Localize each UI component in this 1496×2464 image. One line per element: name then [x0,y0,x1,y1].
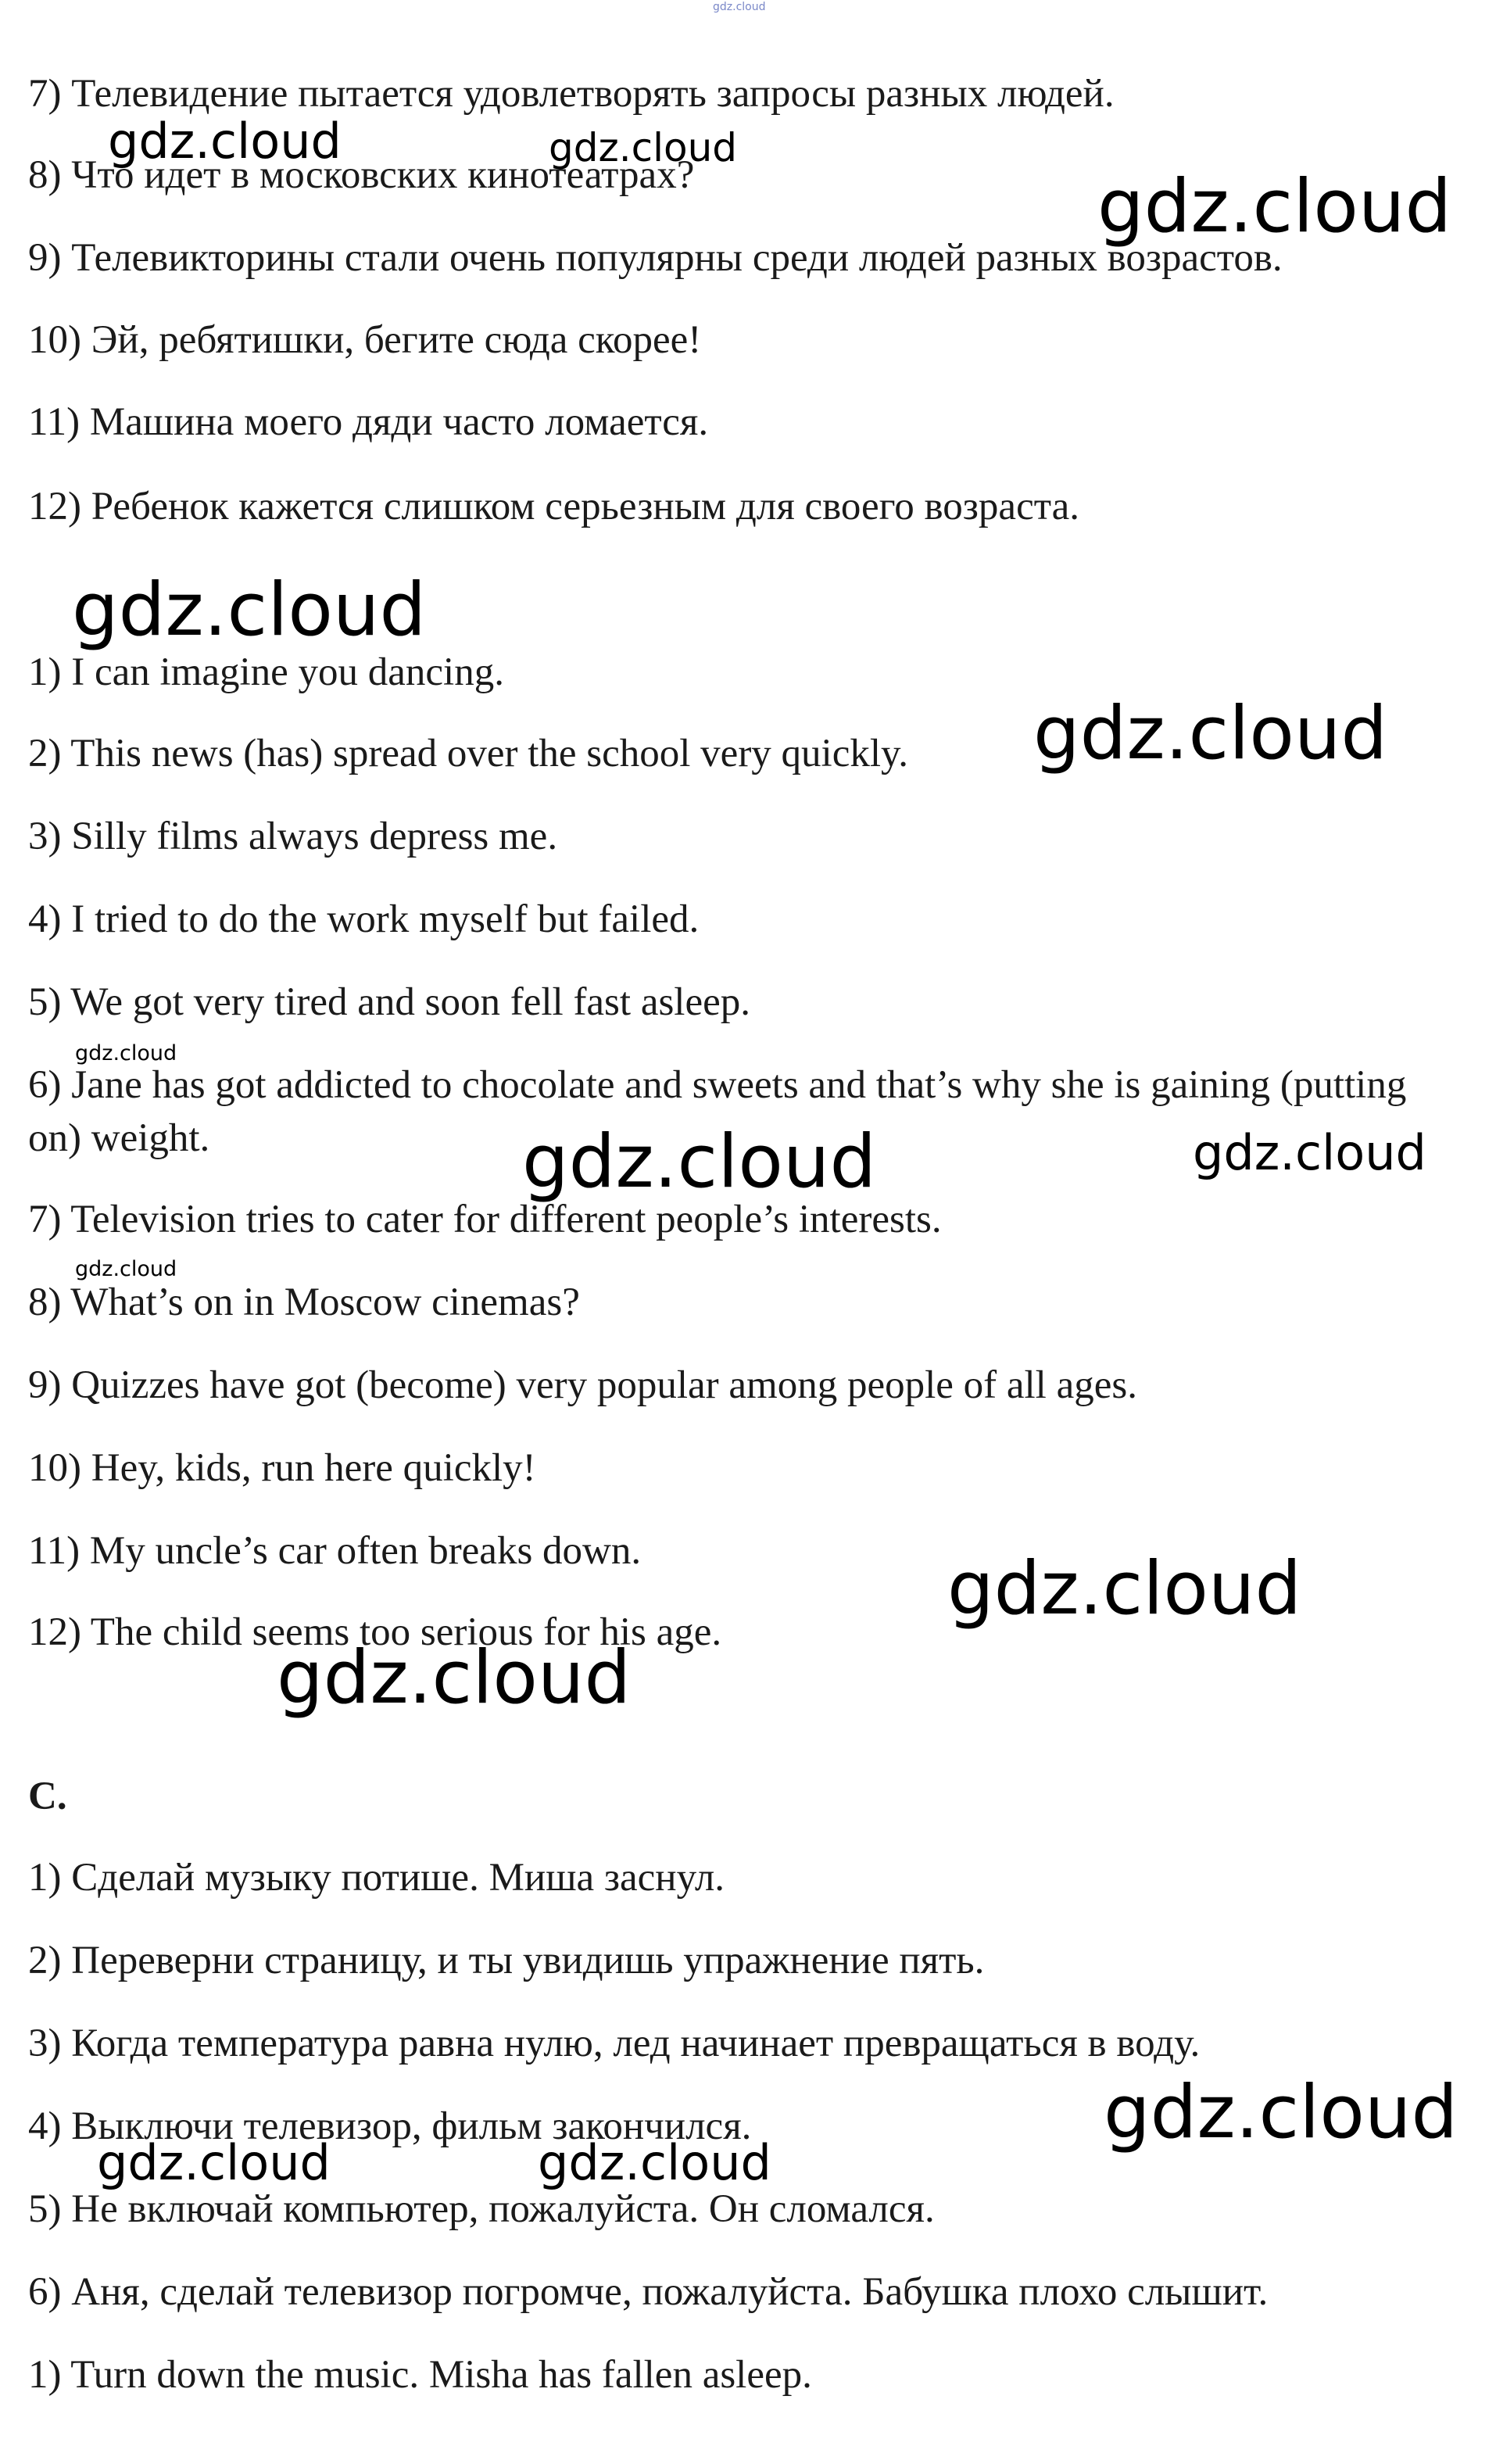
section-c-russian-1: 1) Сделай музыку потише. Миша заснул. [28,1856,725,1900]
section-c-russian-4: 4) Выключи телевизор, фильм закончился. [28,2104,752,2148]
english-sentence-12: 12) The child seems too serious for his age. [28,1610,722,1654]
english-sentence-3: 3) Silly films always depress me. [28,815,558,858]
russian-sentence-12: 12) Ребенок кажется слишком серьезным для своего возраста. [28,485,1080,528]
watermark: gdz.cloud [1193,1124,1426,1181]
watermark: gdz.cloud [97,2134,331,2191]
english-sentence-4: 4) I tried to do the work myself but failed. [28,897,700,941]
watermark: gdz.cloud [549,125,738,170]
watermark: gdz.cloud [75,1041,177,1065]
section-c-english-1: 1) Turn down the music. Misha has fallen asleep. [28,2353,812,2397]
watermark: gdz.cloud [277,1635,632,1721]
english-sentence-8: 8) What’s on in Moscow cinemas? [28,1280,580,1324]
russian-sentence-8: 8) Что идет в московских кинотеатрах? [28,153,695,197]
watermark: gdz.cloud [1097,164,1452,249]
russian-sentence-9: 9) Телевикторины стали очень популярны среди людей разных возрастов. [28,236,1283,280]
section-c-russian-2: 2) Переверни страницу, и ты увидишь упражнение пять. [28,1939,985,1982]
watermark: gdz.cloud [1104,2070,1458,2155]
russian-sentence-10: 10) Эй, ребятишки, бегите сюда скорее! [28,318,702,362]
section-c-russian-5: 5) Не включай компьютер, пожалуйста. Он сломался. [28,2187,935,2231]
english-sentence-2: 2) This news (has) spread over the school very quickly. [28,732,908,775]
english-sentence-6: 6) Jane has got addicted to chocolate and sweets and that’s why she is gaining (putting on) weight. [28,1063,1407,1160]
watermark: gdz.cloud [538,2134,771,2191]
russian-sentence-7: 7) Телевидение пытается удовлетворять запросы разных людей. [28,72,1115,116]
english-sentence-1: 1) I can imagine you dancing. [28,650,504,694]
section-c-heading: C. [28,1775,67,1818]
watermark: gdz.cloud [72,568,427,653]
watermark: gdz.cloud [947,1546,1302,1631]
english-sentence-10: 10) Hey, kids, run here quickly! [28,1446,536,1490]
english-sentence-11: 11) My uncle’s car often breaks down. [28,1529,642,1573]
watermark-top-tiny: gdz.cloud [713,1,766,13]
watermark: gdz.cloud [1033,691,1388,776]
english-sentence-9: 9) Quizzes have got (become) very popular among people of all ages. [28,1363,1137,1407]
watermark: gdz.cloud [522,1119,877,1205]
section-c-russian-3: 3) Когда температура равна нулю, лед начинает превращаться в воду. [28,2022,1201,2065]
section-c-russian-6: 6) Аня, сделай телевизор погромче, пожалуйста. Бабушка плохо слышит. [28,2270,1269,2314]
english-sentence-5: 5) We got very tired and soon fell fast asleep. [28,980,751,1024]
english-sentence-7: 7) Television tries to cater for different people’s interests. [28,1198,942,1241]
watermark: gdz.cloud [108,113,342,170]
russian-sentence-11: 11) Машина моего дяди часто ломается. [28,400,709,444]
watermark: gdz.cloud [75,1257,177,1281]
